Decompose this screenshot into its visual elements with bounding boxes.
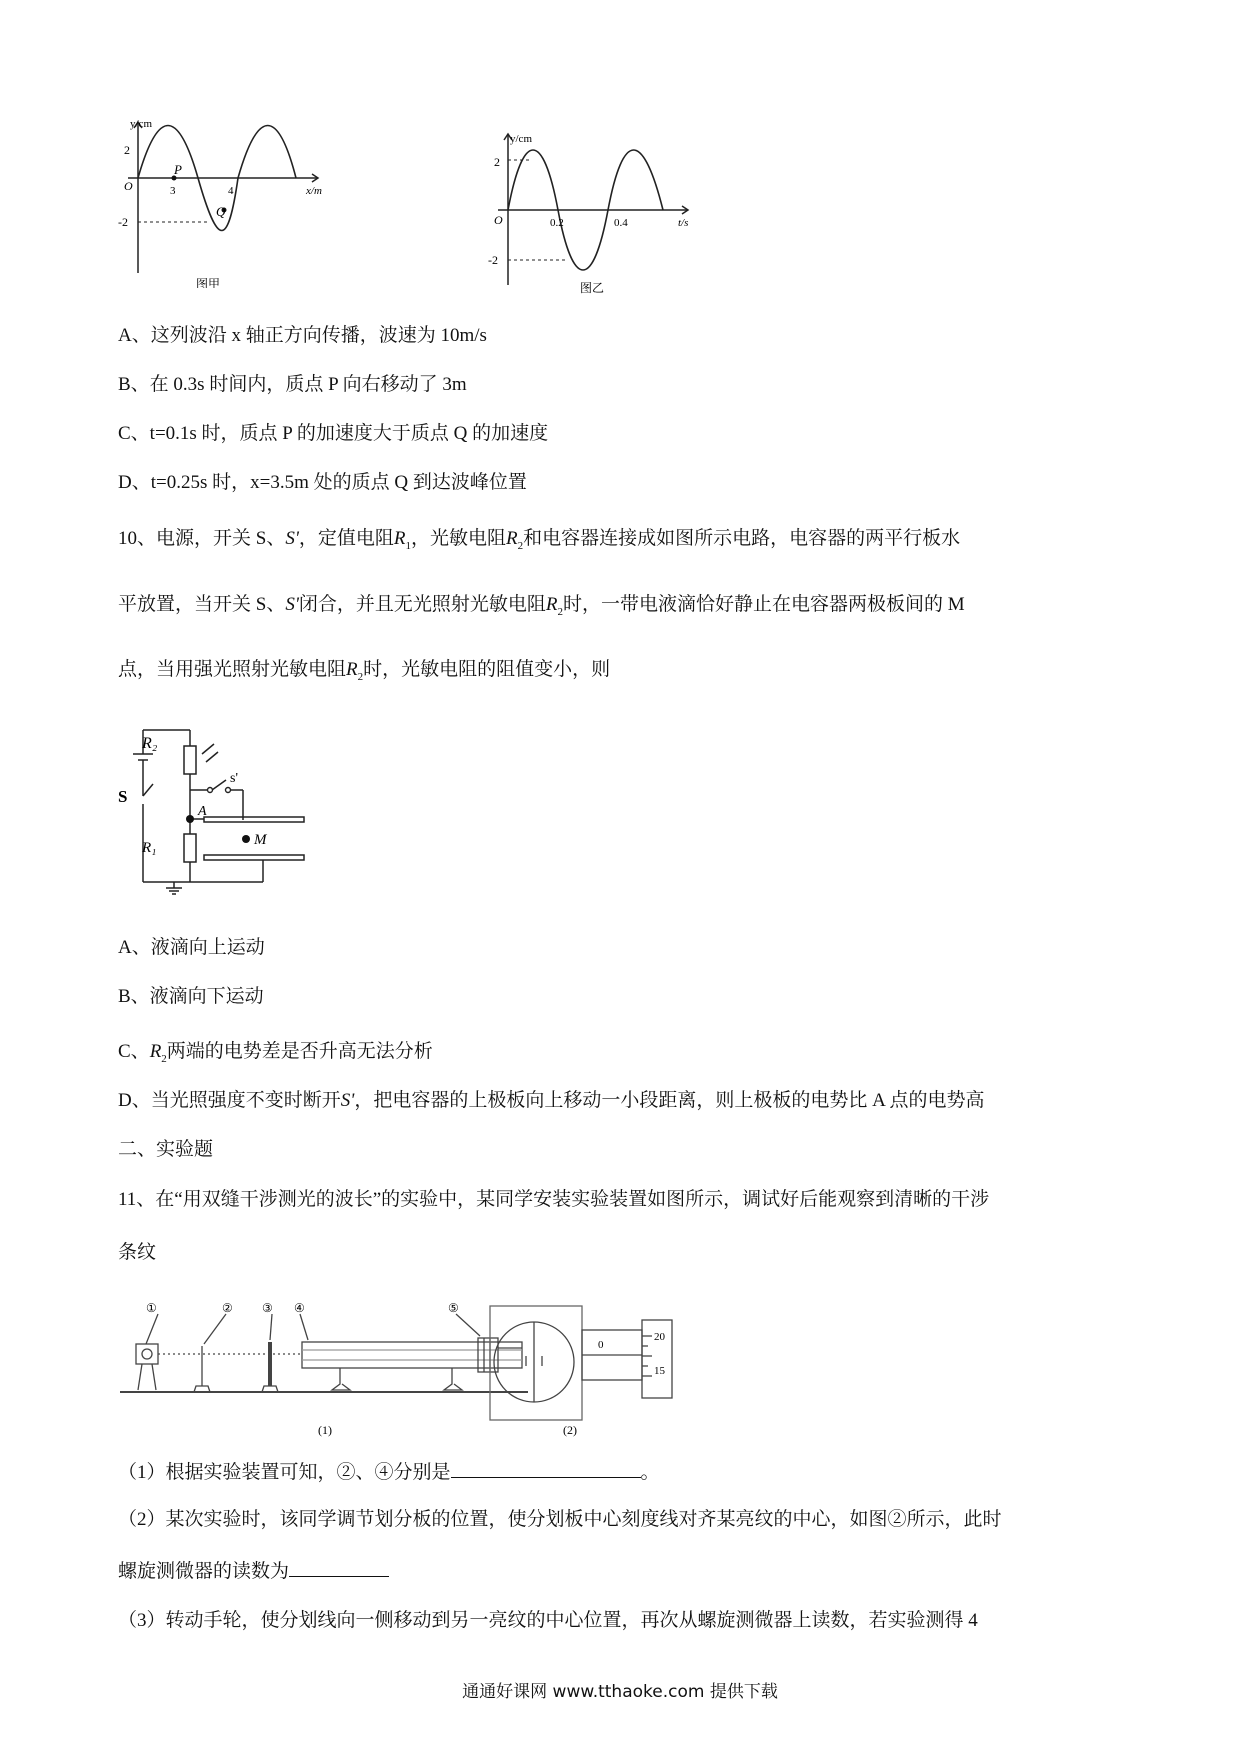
circuit-s: S (118, 787, 128, 806)
q9-option-c: C、t=0.1s 时，质点 P 的加速度大于质点 Q 的加速度 (118, 423, 549, 444)
section-heading: 二、实验题 (118, 1139, 214, 1160)
yi-xlabel: t/s (678, 217, 689, 229)
app-n2: ② (222, 1301, 233, 1315)
app-n5: ⑤ (448, 1301, 459, 1315)
app-cap2: (2) (563, 1423, 577, 1437)
app-scale-15: 15 (654, 1365, 665, 1377)
q11-line-2: 条纹 (118, 1242, 157, 1263)
page-footer: 通通好课网 www.tthaoke.com 提供下载 (462, 1682, 778, 1702)
q11-part-2a: （2）某次实验时，该同学调节划分板的位置，使分划板中心刻度线对齐某亮纹的中心，如图②所示，此时 (118, 1509, 1002, 1530)
q10-option-d: D、当光照强度不变时断开S'，把电容器的上极板向上移动一小段距离，则上极板的电势比 A 点的电势高 (118, 1090, 985, 1111)
app-scale-20: 20 (654, 1331, 665, 1343)
q10-line-1: 10、电源，开关 S、S'，定值电阻$R_1$，光敏电阻$R_2$和电容器连接成如图所示电路，电容器的两平行板水 (118, 528, 961, 552)
droplet-m (242, 835, 250, 843)
app-n4: ④ (294, 1301, 305, 1315)
answer-blank-2[interactable] (289, 1556, 389, 1577)
figure-apparatus (118, 1300, 758, 1440)
app-n3: ③ (262, 1301, 273, 1315)
q10-option-a: A、液滴向上运动 (118, 937, 265, 958)
jia-p-label: P (174, 162, 182, 177)
jia-origin: O (124, 179, 133, 193)
q11-part-2b: 螺旋测微器的读数为 (118, 1556, 389, 1586)
jia-ylabel: y/cm (130, 118, 152, 130)
q11-line-1: 11、在“用双缝干涉测光的波长”的实验中，某同学安装实验装置如图所示，调试好后能观察到清晰的干涉 (118, 1189, 990, 1210)
circuit-r1: R₁ (142, 840, 157, 856)
yi-ylabel: y/cm (510, 133, 532, 145)
figure-circuit (118, 720, 348, 895)
jia-q-label: Q (216, 204, 226, 219)
q11-part-1: （1）根据实验装置可知，②、④分别是 。 (118, 1457, 660, 1487)
yi-ytop: 2 (494, 155, 500, 169)
figure-wave-yi (488, 130, 708, 300)
app-n1: ① (146, 1301, 157, 1315)
q9-option-d: D、t=0.25s 时，x=3.5m 处的质点 Q 到达波峰位置 (118, 472, 527, 493)
jia-x4: 4 (228, 185, 234, 197)
jia-caption: 图甲 (196, 277, 221, 288)
jia-x3: 3 (170, 185, 176, 197)
jia-xlabel: x/m (306, 185, 322, 197)
q10-line-3: 点，当用强光照射光敏电阻$R_2$时，光敏电阻的阻值变小，则 (118, 659, 611, 683)
q9-option-b: B、在 0.3s 时间内，质点 P 向右移动了 3m (118, 374, 467, 395)
circuit-r2: R₂ (142, 735, 158, 752)
figure-wave-jia (118, 118, 338, 288)
q10-option-c: C、$R_2$两端的电势差是否升高无法分析 (118, 1041, 433, 1065)
yi-ybot: -2 (488, 253, 498, 267)
q9-option-a: A、这列波沿 x 轴正方向传播，波速为 10m/s (118, 325, 487, 346)
jia-ybot: -2 (118, 215, 128, 229)
q10-line-2: 平放置，当开关 S、S'闭合，并且无光照射光敏电阻$R_2$时，一带电液滴恰好静止在电容器两极板间的 M (118, 594, 965, 618)
yi-t2: 0.4 (614, 217, 628, 229)
circuit-a: A (198, 804, 207, 819)
circuit-m: M (254, 832, 267, 848)
q11-part-3: （3）转动手轮，使分划线向一侧移动到另一亮纹的中心位置，再次从螺旋测微器上读数，若实验测得 4 (118, 1610, 978, 1631)
answer-blank-1[interactable] (451, 1457, 641, 1478)
yi-origin: O (494, 213, 503, 227)
q10-option-b: B、液滴向下运动 (118, 986, 264, 1007)
yi-t1: 0.2 (550, 217, 564, 229)
circuit-s-prime: s' (230, 771, 238, 786)
app-scale-0: 0 (598, 1339, 604, 1351)
jia-ytop: 2 (124, 143, 130, 157)
yi-caption: 图乙 (580, 281, 605, 295)
app-cap1: (1) (318, 1423, 332, 1437)
